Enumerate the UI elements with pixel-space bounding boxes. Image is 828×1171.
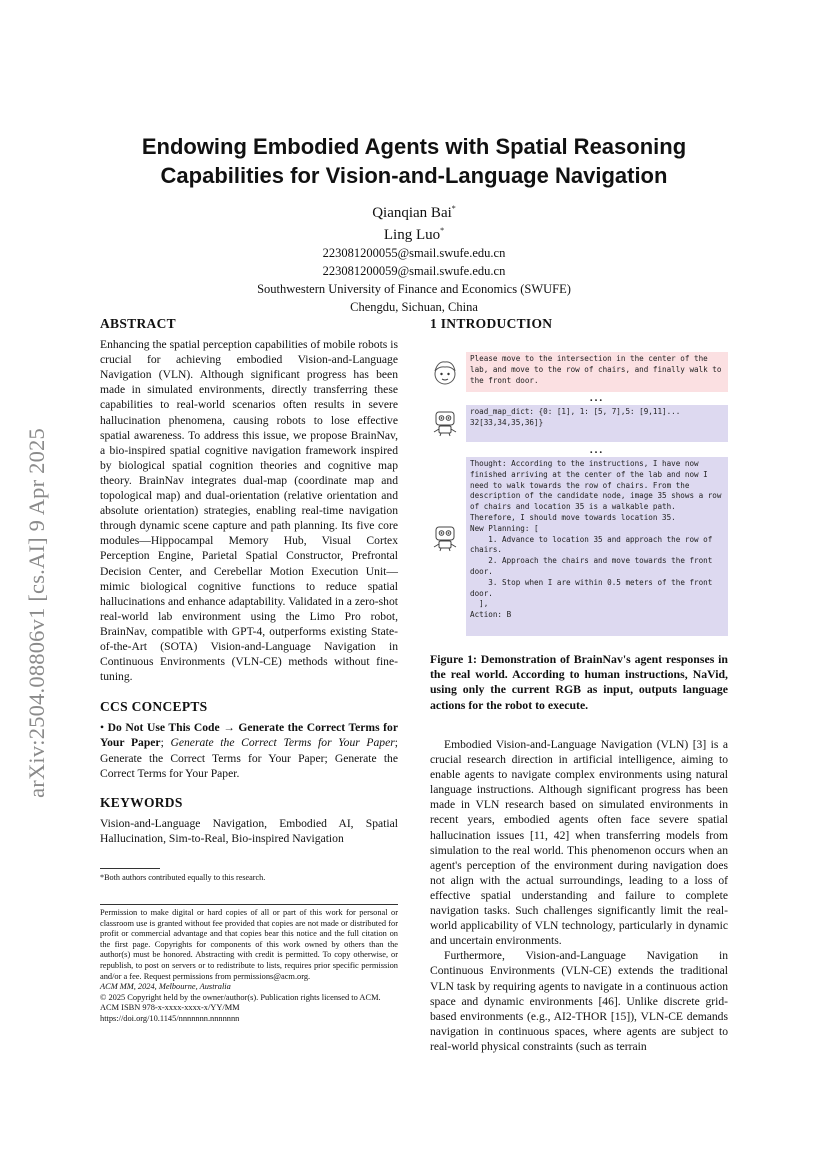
ellipsis-2: ... <box>589 444 605 456</box>
human-avatar-icon <box>430 358 460 388</box>
left-column <box>100 316 398 846</box>
plan-step-1: 1. Advance to location 35 and approach the row of chairs. <box>470 534 717 555</box>
figure-caption: Figure 1: Demonstration of BrainNav's agent responses in the real world. According to human instructions, NaVid, using only the current RGB as input, outputs language actions for the robot to execute. <box>430 652 728 712</box>
intro-paragraph-2: Furthermore, Vision-and-Language Navigation in Continuous Environments (VLN-CE) extends the traditional VLN task by requiring agents to navigate in a continuous action space and dynamic environments [46]. Unlike discrete grid-based environments (e.g., AI2-THOR [15]), VLN-CE demands navigation in continuous spaces, where agents are subject to real-world physical constraints (such as terrain <box>430 949 728 1053</box>
intro-heading-wrap <box>430 316 728 331</box>
isbn: ACM ISBN 978-x-xxxx-xxxx-x/YY/MM <box>100 1003 240 1013</box>
intro-paragraph-1: Embodied Vision-and-Language Navigation (VLN) [3] is a crucial research direction in artificial intelligence, aiming to enable agents to navigate complex environments using natural language instructions. Although significant progress has been made in VLN research based on simulated environments in recent years, embodied agents often face severe spatial hallucination issues [11, 42] when transferring models from simulation to the real world. This phenomenon occurs when an agent's perception of the environment during navigation does not align with the actual surroundings, leading to a loss of effective spatial understanding and failure to complete navigation tasks. Such challenges significantly limit the real-world applicability of VLN technology, particularly in dynamic and uncertain environments. <box>430 738 728 948</box>
author-2: Ling Luo* <box>383 225 445 243</box>
permission-rule <box>100 904 398 905</box>
permission-text: Permission to make digital or hard copies of all or part of this work for personal or classroom use is granted without fee provided that copies are not made or distributed for profit or commercial advantage and that copies bear this notice and the full citation on the first page. Copyrights for components of this work owned by others than the author(s) must be honored. Abstracting with credit is permitted. To copy otherwise, or republish, to post on servers or to redistribute to lists, requires prior specific permission and/or a fee. Request permissions from permissions@acm.org. <box>100 908 398 981</box>
footnote-rule <box>100 868 160 869</box>
doi-link[interactable]: https://doi.org/10.1145/nnnnnnn.nnnnnnn <box>100 1013 240 1023</box>
plan-step-3: 3. Stop when I are within 0.5 meters of the front door. <box>470 577 717 598</box>
action-text: Action: B <box>470 610 512 620</box>
abstract-heading: ABSTRACT <box>100 316 176 331</box>
venue: ACM MM, 2024, Melbourne, Australia <box>100 982 231 992</box>
paper-title: Endowing Embodied Agents with Spatial Reasoning Capabilities for Vision-and-Language Navigation <box>141 134 687 188</box>
figure-1 <box>430 352 728 638</box>
robot-avatar-icon <box>430 407 460 437</box>
thought-text: Thought: According to the instructions, I have now finished arriving at the center of the lab and now I need to walk towards the row of chairs. From the description of the candidate node, image 35 shows a row of chairs and location 35 is a walkable path. Therefore, I should move towards location 35. <box>470 459 722 522</box>
robot-avatar-icon <box>430 522 460 552</box>
plan-heading: New Planning: [ <box>470 523 539 533</box>
keywords-heading: KEYWORDS <box>100 794 183 810</box>
abstract-text: Enhancing the spatial perception capabilities of mobile robots is crucial for achieving embodied Vision-and-Language Navigation (VLN). Although significant progress has been made in simulated environments, directly transferring these capabilities to real-world scenarios often results in severe hallucination phenomena, causing robots to lose effective spatial awareness. To address this issue, we propose BrainNav, a bio-inspired spatial cognitive navigation framework inspired by biological spatial cognition theories and cognitive map theory. BrainNav integrates dual-map (coordinate map and topological map) and dual-orientation (relative orientation and absolute orientation) strategies, enabling real-time navigation through dynamic scene capture and path planning. Its five core modules—Hippocampal Memory Hub, Visual Cortex Perception Engine, Parietal Spatial Constructor, Prefrontal Decision Center, and Cerebellar Motion Execution Unit—mimic biological cognitive functions to reduce spatial hallucinations and enhance adaptability. Validated in a zero-shot real-world lab environment using the Limo Pro robot, BrainNav, compatible with GPT-4, outperforms existing State-of-the-Art (SOTA) Vision-and-Language Navigation in Continuous Environments (VLN-CE) methods without fine-tuning. <box>100 338 398 684</box>
copyright: © 2025 Copyright held by the owner/author(s). Publication rights licensed to ACM. <box>100 992 381 1002</box>
author-1: Qianqian Bai* <box>372 204 456 221</box>
ccs-italic: Generate the Correct Terms for Your Paper <box>170 736 395 750</box>
intro-heading: 1 INTRODUCTION <box>430 316 553 331</box>
ccs-text: • Do Not Use This Code → Generate the Correct Terms for Your Paper; Generate the Correct Terms for Your Paper; Generate the Correct Terms for Your Paper; Generate the Correct Terms for Your Paper. <box>100 721 398 780</box>
author-email-2: 223081200059@smail.swufe.edu.cn <box>322 263 506 278</box>
intro-body <box>430 737 728 1054</box>
location: Chengdu, Sichuan, China <box>350 299 478 314</box>
ellipsis-1: ... <box>589 392 605 404</box>
footnote: *Both authors contributed equally to this research. <box>100 873 266 882</box>
instruction-box: Please move to the intersection in the center of the lab, and move to the row of chairs, and finally walk to the front door. <box>466 352 728 392</box>
reasoning-box <box>466 457 728 636</box>
author-email-1: 223081200055@smail.swufe.edu.cn <box>322 245 506 260</box>
road-map-box: road_map_dict: {0: [1], 1: [5, 7],5: [9,11]... 32[33,34,35,36]} <box>466 405 728 442</box>
arxiv-identifier: arXiv:2504.08806v1 [cs.AI] 9 Apr 2025 <box>24 428 49 798</box>
ccs-heading: CCS CONCEPTS <box>100 699 208 715</box>
author-block <box>100 200 728 316</box>
ccs-concept: Do Not Use This Code → Generate the Correct Terms for Your Paper <box>100 721 398 750</box>
permission-block <box>100 908 398 1025</box>
plan-step-2: 2. Approach the chairs and move towards the front door. <box>470 556 717 576</box>
affiliation: Southwestern University of Finance and Economics (SWUFE) <box>257 281 571 296</box>
plan-end: ], <box>470 599 489 609</box>
keywords-text: Vision-and-Language Navigation, Embodied AI, Spatial Hallucination, Sim-to-Real, Bio-inspired Navigation <box>100 816 398 845</box>
